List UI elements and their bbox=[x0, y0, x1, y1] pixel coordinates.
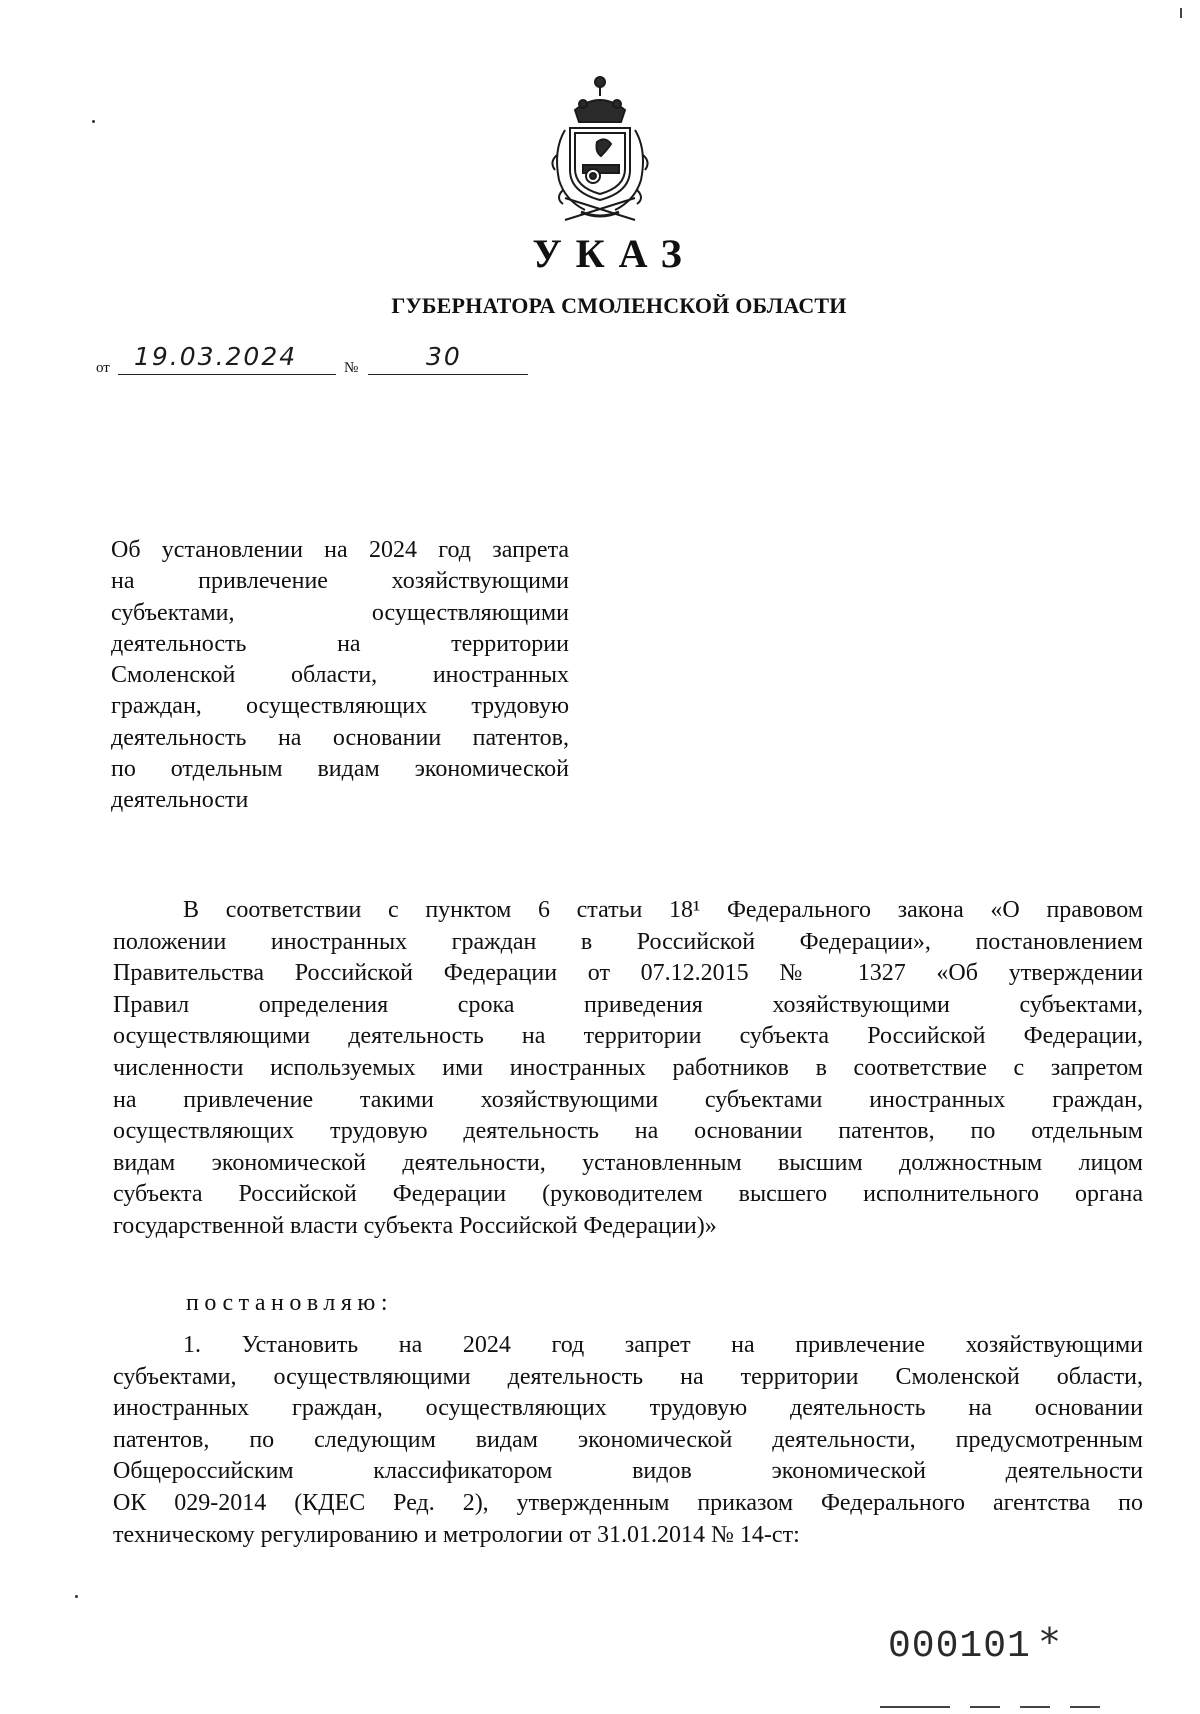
scan-artifact bbox=[1180, 8, 1182, 18]
decree-word: постановляю: bbox=[186, 1290, 393, 1316]
subject-line: граждан, осуществляющих трудовую bbox=[111, 693, 569, 720]
date-underline bbox=[118, 374, 336, 375]
subject-line: на привлечение хозяйствующими bbox=[111, 568, 569, 595]
subject-line: Об установлении на 2024 год запрета bbox=[111, 537, 569, 563]
paragraph-line: на привлечение такими хозяйствующими субъектами иностранных граждан, bbox=[113, 1086, 1143, 1113]
scan-artifact bbox=[880, 1706, 950, 1708]
subject-line: деятельность на территории bbox=[111, 630, 569, 657]
paragraph-line: патентов, по следующим видам экономической деятельности, предусмотренным bbox=[113, 1426, 1143, 1453]
paragraph-line: видам экономической деятельности, установленным высшим должностным лицом bbox=[113, 1149, 1143, 1176]
number-underline bbox=[368, 374, 528, 375]
decree-subject bbox=[111, 535, 569, 817]
paragraph-line: Правил определения срока приведения хозяйствующими субъектами, bbox=[113, 991, 1143, 1018]
subject-line: по отдельным видам экономической bbox=[111, 756, 569, 783]
paragraph-line: государственной власти субъекта Российской Федерации)» bbox=[113, 1212, 717, 1239]
paragraph-line: иностранных граждан, осуществляющих трудовую деятельность на основании bbox=[113, 1395, 1143, 1422]
serial-number: 000101 bbox=[888, 1625, 1031, 1668]
scan-artifact bbox=[970, 1706, 1000, 1708]
scan-artifact bbox=[75, 1595, 78, 1598]
from-label: от bbox=[96, 360, 110, 376]
paragraph-line: численности используемых ими иностранных работников в соответствие с запретом bbox=[113, 1054, 1143, 1081]
paragraph-line: осуществляющими деятельность на территории субъекта Российской Федерации, bbox=[113, 1023, 1143, 1050]
paragraph-line: субъекта Российской Федерации (руководителем высшего исполнительного органа bbox=[113, 1181, 1143, 1208]
clause-1 bbox=[113, 1330, 1143, 1551]
document-title: УКАЗ bbox=[532, 231, 696, 276]
paragraph-line: 1. Установить на 2024 год запрет на привлечение хозяйствующими bbox=[183, 1332, 1143, 1358]
coat-of-arms-icon bbox=[535, 70, 665, 225]
paragraph-line: В соответствии с пунктом 6 статьи 18¹ Федерального закона «О правовом bbox=[183, 897, 1143, 923]
paragraph-line: осуществляющих трудовую деятельность на основании патентов, по отдельным bbox=[113, 1118, 1143, 1145]
handwritten-number: 30 bbox=[426, 342, 462, 371]
preamble-paragraph bbox=[113, 895, 1143, 1243]
scan-artifact bbox=[92, 120, 95, 123]
date-number-line bbox=[96, 338, 536, 378]
paragraph-line: ОК 029-2014 (КДЕС Ред. 2), утвержденным приказом Федерального агентства по bbox=[113, 1489, 1143, 1516]
paragraph-line: Правительства Российской Федерации от 07.12.2015 № 1327 «Об утверждении bbox=[113, 960, 1143, 987]
scan-artifact bbox=[1070, 1706, 1100, 1708]
handwritten-date: 19.03.2024 bbox=[134, 342, 298, 371]
serial-mark: * bbox=[1040, 1620, 1059, 1664]
paragraph-line: субъектами, осуществляющими деятельность на территории Смоленской области, bbox=[113, 1363, 1143, 1390]
paragraph-line: техническому регулированию и метрологии от 31.01.2014 № 14-ст: bbox=[113, 1521, 800, 1548]
number-label: № bbox=[344, 360, 359, 376]
document-subtitle: ГУБЕРНАТОРА СМОЛЕНСКОЙ ОБЛАСТИ bbox=[391, 293, 847, 318]
paragraph-line: Общероссийским классификатором видов экономической деятельности bbox=[113, 1458, 1143, 1485]
subject-line: деятельности bbox=[111, 787, 249, 814]
paragraph-line: положении иностранных граждан в Российской Федерации», постановлением bbox=[113, 928, 1143, 955]
subject-line: Смоленской области, иностранных bbox=[111, 662, 569, 689]
subject-line: деятельность на основании патентов, bbox=[111, 724, 569, 751]
subject-line: субъектами, осуществляющими bbox=[111, 599, 569, 626]
scan-artifact bbox=[1020, 1706, 1050, 1708]
